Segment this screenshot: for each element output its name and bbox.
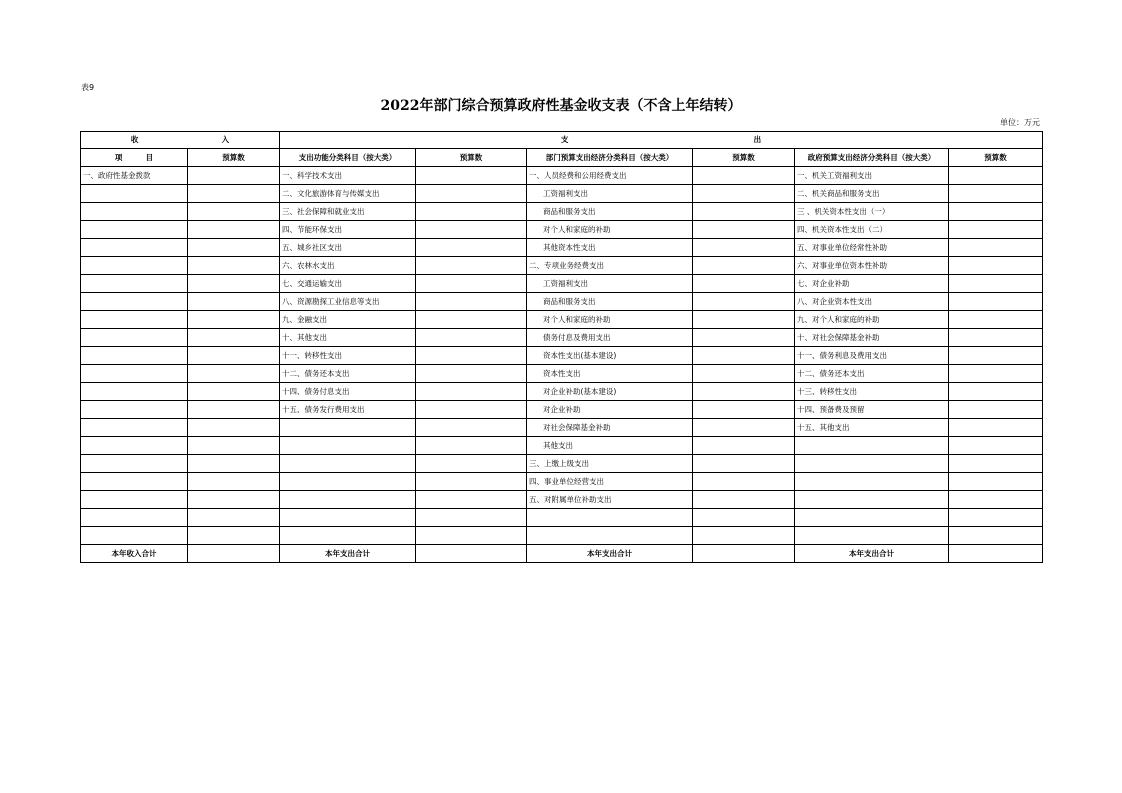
income-item-cell bbox=[81, 401, 188, 419]
income-item-cell bbox=[81, 491, 188, 509]
func-item-cell: 十五、债务发行费用支出 bbox=[280, 401, 416, 419]
expense-header-char-2: 出 bbox=[753, 135, 762, 145]
dept-econ-item-cell: 对企业补助 bbox=[527, 401, 693, 419]
income-item-cell bbox=[81, 257, 188, 275]
table-header-row-1 bbox=[81, 132, 1043, 149]
func-item-cell: 十四、债务付息支出 bbox=[280, 383, 416, 401]
func-budget-cell bbox=[416, 473, 527, 491]
gov-econ-item-cell: 三 、机关资本性支出（一） bbox=[795, 203, 949, 221]
dept-econ-budget-cell bbox=[693, 167, 795, 185]
gov-econ-item-cell: 六、对事业单位资本性补助 bbox=[795, 257, 949, 275]
gov-econ-budget-cell bbox=[949, 293, 1043, 311]
income-item-cell bbox=[81, 437, 188, 455]
income-item-cell bbox=[81, 419, 188, 437]
dept-econ-item-cell: 对个人和家庭的补助 bbox=[527, 311, 693, 329]
dept-econ-item-cell: 债务付息及费用支出 bbox=[527, 329, 693, 347]
income-item-cell bbox=[81, 311, 188, 329]
income-item-cell bbox=[81, 329, 188, 347]
table-row bbox=[81, 509, 1043, 527]
income-item-cell: 一、政府性基金拨款 bbox=[81, 167, 188, 185]
income-budget-cell bbox=[188, 221, 280, 239]
dept-econ-budget-cell bbox=[693, 455, 795, 473]
table-row bbox=[81, 347, 1043, 365]
gov-econ-item-cell: 十三、转移性支出 bbox=[795, 383, 949, 401]
income-item-cell bbox=[81, 185, 188, 203]
func-budget-cell bbox=[416, 419, 527, 437]
func-budget-cell bbox=[416, 311, 527, 329]
income-budget-cell bbox=[188, 311, 280, 329]
income-item-cell bbox=[81, 293, 188, 311]
gov-econ-budget-cell bbox=[949, 383, 1043, 401]
col-header-budget-4: 预算数 bbox=[949, 149, 1043, 167]
table-row bbox=[81, 293, 1043, 311]
func-item-cell bbox=[280, 527, 416, 545]
gov-total-label: 本年支出合计 bbox=[795, 545, 949, 563]
expense-header-char-1: 支 bbox=[560, 135, 569, 145]
table-row bbox=[81, 275, 1043, 293]
func-budget-cell bbox=[416, 527, 527, 545]
dept-econ-item-cell: 工资福利支出 bbox=[527, 275, 693, 293]
func-budget-cell bbox=[416, 275, 527, 293]
income-budget-cell bbox=[188, 437, 280, 455]
income-item-cell bbox=[81, 347, 188, 365]
dept-econ-item-cell: 其他资本性支出 bbox=[527, 239, 693, 257]
gov-econ-item-cell: 四、机关资本性支出（二） bbox=[795, 221, 949, 239]
func-item-cell bbox=[280, 437, 416, 455]
gov-econ-item-cell: 十、对社会保障基金补助 bbox=[795, 329, 949, 347]
table-row bbox=[81, 329, 1043, 347]
func-item-cell bbox=[280, 473, 416, 491]
income-budget-cell bbox=[188, 329, 280, 347]
gov-econ-item-cell bbox=[795, 509, 949, 527]
func-total-value bbox=[416, 545, 527, 563]
dept-econ-item-cell: 工资福利支出 bbox=[527, 185, 693, 203]
income-budget-cell bbox=[188, 257, 280, 275]
dept-econ-item-cell: 一、人员经费和公用经费支出 bbox=[527, 167, 693, 185]
gov-econ-budget-cell bbox=[949, 473, 1043, 491]
gov-econ-budget-cell bbox=[949, 221, 1043, 239]
table-row bbox=[81, 419, 1043, 437]
income-total-value bbox=[188, 545, 280, 563]
func-budget-cell bbox=[416, 239, 527, 257]
income-item-cell bbox=[81, 203, 188, 221]
func-item-cell bbox=[280, 509, 416, 527]
income-budget-cell bbox=[188, 473, 280, 491]
func-budget-cell bbox=[416, 257, 527, 275]
dept-econ-budget-cell bbox=[693, 239, 795, 257]
income-budget-cell bbox=[188, 527, 280, 545]
func-item-cell: 三、社会保障和就业支出 bbox=[280, 203, 416, 221]
func-item-cell: 四、节能环保支出 bbox=[280, 221, 416, 239]
func-budget-cell bbox=[416, 329, 527, 347]
table-row bbox=[81, 257, 1043, 275]
func-item-cell: 十、其他支出 bbox=[280, 329, 416, 347]
gov-econ-item-cell: 十一、债务利息及费用支出 bbox=[795, 347, 949, 365]
income-item-cell bbox=[81, 455, 188, 473]
income-budget-cell bbox=[188, 491, 280, 509]
gov-econ-item-cell: 九、对个人和家庭的补助 bbox=[795, 311, 949, 329]
dept-econ-item-cell: 对个人和家庭的补助 bbox=[527, 221, 693, 239]
income-item-cell bbox=[81, 365, 188, 383]
dept-econ-item-cell: 对社会保障基金补助 bbox=[527, 419, 693, 437]
income-total-label: 本年收入合计 bbox=[81, 545, 188, 563]
income-budget-cell bbox=[188, 347, 280, 365]
func-budget-cell bbox=[416, 383, 527, 401]
income-budget-cell bbox=[188, 383, 280, 401]
income-budget-cell bbox=[188, 455, 280, 473]
income-item-cell bbox=[81, 221, 188, 239]
income-item-cell bbox=[81, 239, 188, 257]
col-header-budget-2: 预算数 bbox=[416, 149, 527, 167]
func-item-cell bbox=[280, 419, 416, 437]
gov-econ-item-cell bbox=[795, 527, 949, 545]
dept-econ-budget-cell bbox=[693, 509, 795, 527]
income-header-char-2: 入 bbox=[221, 135, 230, 145]
dept-econ-budget-cell bbox=[693, 203, 795, 221]
income-item-cell bbox=[81, 275, 188, 293]
income-budget-cell bbox=[188, 239, 280, 257]
dept-econ-budget-cell bbox=[693, 185, 795, 203]
gov-econ-item-cell: 七、对企业补助 bbox=[795, 275, 949, 293]
gov-econ-budget-cell bbox=[949, 509, 1043, 527]
dept-econ-item-cell: 二、专项业务经费支出 bbox=[527, 257, 693, 275]
income-budget-cell bbox=[188, 275, 280, 293]
table-row bbox=[81, 167, 1043, 185]
func-item-cell: 八、资源勘探工业信息等支出 bbox=[280, 293, 416, 311]
table-row bbox=[81, 455, 1043, 473]
dept-econ-budget-cell bbox=[693, 527, 795, 545]
col-header-item-char-1: 项 bbox=[114, 152, 123, 162]
gov-econ-budget-cell bbox=[949, 203, 1043, 221]
dept-econ-budget-cell bbox=[693, 221, 795, 239]
gov-total-value bbox=[949, 545, 1043, 563]
gov-econ-item-cell: 二、机关商品和服务支出 bbox=[795, 185, 949, 203]
dept-econ-budget-cell bbox=[693, 293, 795, 311]
income-budget-cell bbox=[188, 401, 280, 419]
dept-total-label: 本年支出合计 bbox=[527, 545, 693, 563]
table-header-row-2 bbox=[81, 149, 1043, 167]
dept-econ-item-cell: 四、事业单位经营支出 bbox=[527, 473, 693, 491]
col-header-gov-econ: 政府预算支出经济分类科目（按大类） bbox=[795, 149, 949, 167]
gov-econ-budget-cell bbox=[949, 257, 1043, 275]
func-item-cell: 一、科学技术支出 bbox=[280, 167, 416, 185]
func-total-label: 本年支出合计 bbox=[280, 545, 416, 563]
dept-econ-item-cell: 三、上缴上级支出 bbox=[527, 455, 693, 473]
dept-total-value bbox=[693, 545, 795, 563]
col-header-item-char-2: 目 bbox=[145, 152, 154, 162]
gov-econ-item-cell: 五、对事业单位经常性补助 bbox=[795, 239, 949, 257]
income-header bbox=[81, 132, 280, 149]
income-item-cell bbox=[81, 509, 188, 527]
income-budget-cell bbox=[188, 203, 280, 221]
func-budget-cell bbox=[416, 185, 527, 203]
dept-econ-budget-cell bbox=[693, 473, 795, 491]
table-row bbox=[81, 401, 1043, 419]
gov-econ-budget-cell bbox=[949, 239, 1043, 257]
func-item-cell: 五、城乡社区支出 bbox=[280, 239, 416, 257]
func-item-cell bbox=[280, 455, 416, 473]
func-budget-cell bbox=[416, 491, 527, 509]
col-header-budget-3: 预算数 bbox=[693, 149, 795, 167]
dept-econ-item-cell: 其他支出 bbox=[527, 437, 693, 455]
func-budget-cell bbox=[416, 347, 527, 365]
dept-econ-budget-cell bbox=[693, 401, 795, 419]
table-row bbox=[81, 383, 1043, 401]
table-row bbox=[81, 185, 1043, 203]
dept-econ-item-cell: 资本性支出(基本建设) bbox=[527, 347, 693, 365]
col-header-budget-1: 预算数 bbox=[188, 149, 280, 167]
table-row bbox=[81, 239, 1043, 257]
func-item-cell: 六、农林水支出 bbox=[280, 257, 416, 275]
gov-econ-budget-cell bbox=[949, 437, 1043, 455]
dept-econ-budget-cell bbox=[693, 491, 795, 509]
dept-econ-item-cell: 商品和服务支出 bbox=[527, 293, 693, 311]
gov-econ-budget-cell bbox=[949, 185, 1043, 203]
func-budget-cell bbox=[416, 455, 527, 473]
dept-econ-budget-cell bbox=[693, 437, 795, 455]
page-title: 2022年部门综合预算政府性基金收支表（不含上年结转） bbox=[380, 98, 742, 114]
gov-econ-budget-cell bbox=[949, 401, 1043, 419]
gov-econ-budget-cell bbox=[949, 491, 1043, 509]
gov-econ-item-cell bbox=[795, 455, 949, 473]
table-row bbox=[81, 221, 1043, 239]
col-header-dept-econ: 部门预算支出经济分类科目（按大类） bbox=[527, 149, 693, 167]
dept-econ-item-cell: 资本性支出 bbox=[527, 365, 693, 383]
gov-econ-item-cell bbox=[795, 473, 949, 491]
func-item-cell bbox=[280, 491, 416, 509]
func-item-cell: 九、金融支出 bbox=[280, 311, 416, 329]
dept-econ-budget-cell bbox=[693, 329, 795, 347]
income-item-cell bbox=[81, 527, 188, 545]
func-budget-cell bbox=[416, 437, 527, 455]
gov-econ-budget-cell bbox=[949, 455, 1043, 473]
func-item-cell: 十二、债务还本支出 bbox=[280, 365, 416, 383]
budget-table bbox=[80, 131, 1043, 563]
gov-econ-budget-cell bbox=[949, 365, 1043, 383]
gov-econ-item-cell: 八、对企业资本性支出 bbox=[795, 293, 949, 311]
table-row bbox=[81, 311, 1043, 329]
gov-econ-budget-cell bbox=[949, 329, 1043, 347]
dept-econ-budget-cell bbox=[693, 365, 795, 383]
dept-econ-item-cell bbox=[527, 509, 693, 527]
gov-econ-item-cell: 十四、预备费及预留 bbox=[795, 401, 949, 419]
func-budget-cell bbox=[416, 293, 527, 311]
gov-econ-item-cell bbox=[795, 491, 949, 509]
dept-econ-item-cell: 对企业补助(基本建设) bbox=[527, 383, 693, 401]
unit-label: 单位：万元 bbox=[1000, 118, 1040, 127]
gov-econ-budget-cell bbox=[949, 311, 1043, 329]
income-budget-cell bbox=[188, 293, 280, 311]
gov-econ-item-cell: 十二、债务还本支出 bbox=[795, 365, 949, 383]
gov-econ-item-cell: 十五、其他支出 bbox=[795, 419, 949, 437]
dept-econ-budget-cell bbox=[693, 419, 795, 437]
gov-econ-budget-cell bbox=[949, 347, 1043, 365]
expense-header bbox=[280, 132, 1043, 149]
func-item-cell: 二、文化旅游体育与传媒支出 bbox=[280, 185, 416, 203]
table-row bbox=[81, 527, 1043, 545]
income-item-cell bbox=[81, 383, 188, 401]
income-budget-cell bbox=[188, 185, 280, 203]
func-budget-cell bbox=[416, 167, 527, 185]
gov-econ-budget-cell bbox=[949, 527, 1043, 545]
dept-econ-budget-cell bbox=[693, 257, 795, 275]
table-row bbox=[81, 437, 1043, 455]
func-budget-cell bbox=[416, 365, 527, 383]
dept-econ-budget-cell bbox=[693, 275, 795, 293]
income-budget-cell bbox=[188, 365, 280, 383]
income-budget-cell bbox=[188, 509, 280, 527]
table-row bbox=[81, 491, 1043, 509]
func-item-cell: 十一、转移性支出 bbox=[280, 347, 416, 365]
income-header-char-1: 收 bbox=[130, 135, 139, 145]
dept-econ-budget-cell bbox=[693, 383, 795, 401]
income-item-cell bbox=[81, 473, 188, 491]
table-number: 表9 bbox=[81, 83, 95, 92]
func-budget-cell bbox=[416, 221, 527, 239]
income-budget-cell bbox=[188, 167, 280, 185]
dept-econ-item-cell bbox=[527, 527, 693, 545]
dept-econ-budget-cell bbox=[693, 347, 795, 365]
gov-econ-budget-cell bbox=[949, 275, 1043, 293]
col-header-func: 支出功能分类科目（按大类） bbox=[280, 149, 416, 167]
dept-econ-item-cell: 商品和服务支出 bbox=[527, 203, 693, 221]
table-row bbox=[81, 203, 1043, 221]
gov-econ-budget-cell bbox=[949, 419, 1043, 437]
table-row bbox=[81, 365, 1043, 383]
gov-econ-item-cell bbox=[795, 437, 949, 455]
totals-row bbox=[81, 545, 1043, 563]
dept-econ-item-cell: 五、对附属单位补助支出 bbox=[527, 491, 693, 509]
func-budget-cell bbox=[416, 203, 527, 221]
func-budget-cell bbox=[416, 401, 527, 419]
income-budget-cell bbox=[188, 419, 280, 437]
gov-econ-item-cell: 一、机关工资福利支出 bbox=[795, 167, 949, 185]
table-row bbox=[81, 473, 1043, 491]
gov-econ-budget-cell bbox=[949, 167, 1043, 185]
dept-econ-budget-cell bbox=[693, 311, 795, 329]
col-header-item bbox=[81, 149, 188, 167]
func-item-cell: 七、交通运输支出 bbox=[280, 275, 416, 293]
func-budget-cell bbox=[416, 509, 527, 527]
